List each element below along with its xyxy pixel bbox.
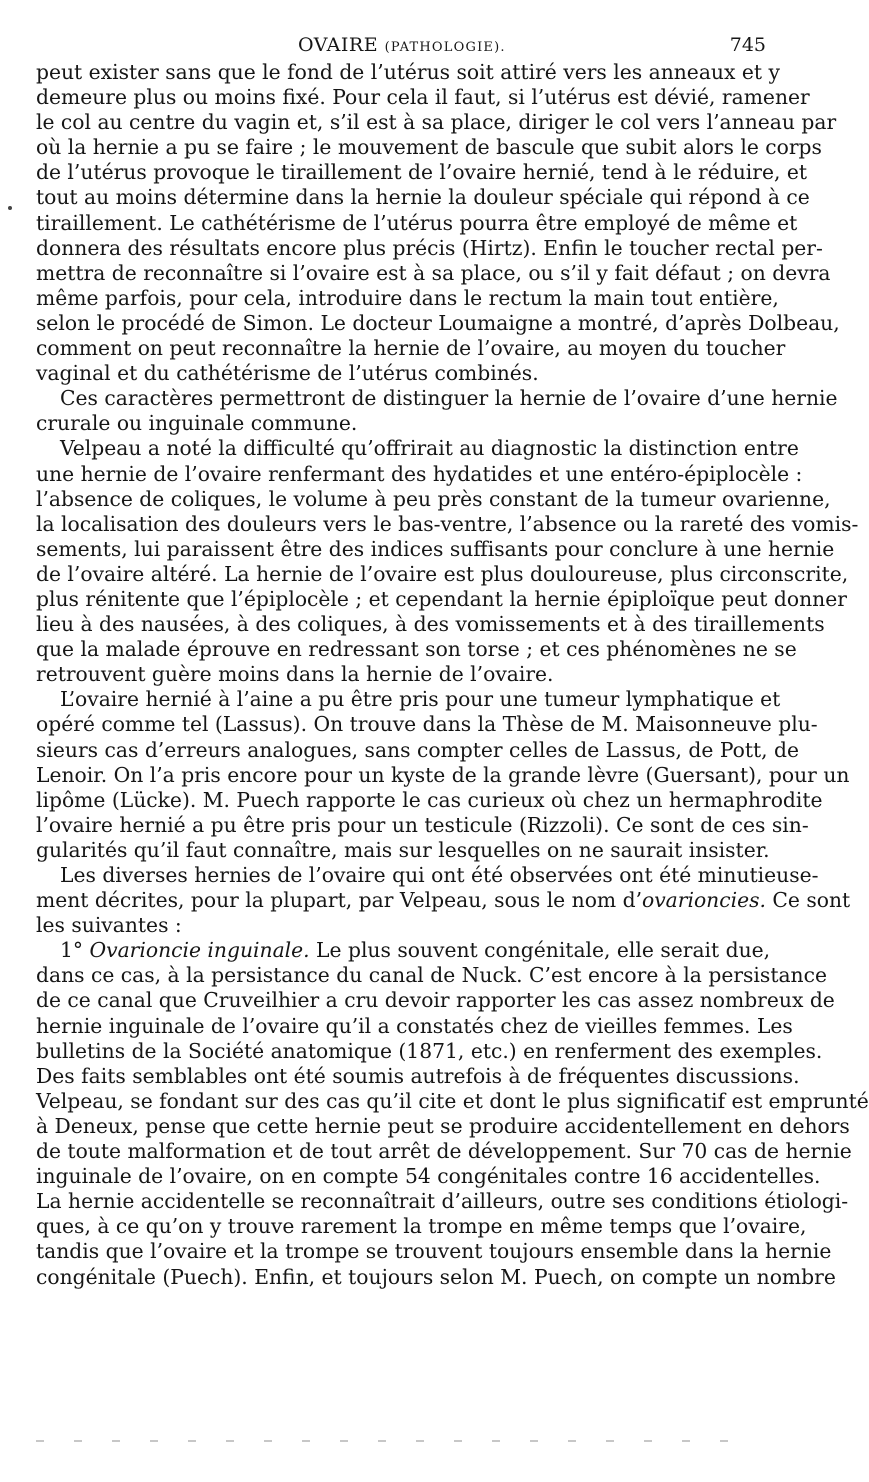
text-line xyxy=(36,1239,832,1264)
text-line xyxy=(36,837,770,863)
text-line xyxy=(36,1088,869,1114)
line-text-after: Ce sont xyxy=(765,888,851,913)
text-line xyxy=(36,135,822,160)
line-text: de l’ovaire altéré. La hernie de l’ovaire est plus douloureuse, plus circonscrite, xyxy=(36,561,849,586)
margin-speck xyxy=(8,206,12,210)
line-text: Lenoir. On l’a pris encore pour un kyste de la grande lèvre (Guersant), pour un xyxy=(36,762,850,787)
text-line xyxy=(36,310,840,336)
line-text: gularités qu’il faut connaître, mais sur lesquelles on ne saurait insister. xyxy=(36,837,770,862)
text-line xyxy=(36,110,837,135)
line-text: vaginal et du cathétérisme de l’utérus combinés. xyxy=(36,361,539,386)
line-text: peut exister sans que le fond de l’utérus soit attiré vers les anneaux et y xyxy=(36,60,780,84)
text-line xyxy=(36,863,819,888)
line-text: sieurs cas d’erreurs analogues, sans compter celles de Lassus, de Pott, de xyxy=(36,737,800,762)
line-text: donnera des résultats encore plus précis (Hirtz). Enfin le toucher rectal per- xyxy=(36,235,823,260)
line-text: opéré comme tel (Lassus). On trouve dans la Thèse de M. Maisonneuve plu- xyxy=(36,712,818,737)
text-line xyxy=(36,687,781,712)
line-text: plus rénitente que l’épiplocèle ; et cependant la hernie épiploïque peut donner xyxy=(36,586,847,611)
text-line xyxy=(36,762,850,788)
line-text: le col au centre du vagin et, s’il est à sa place, diriger le col vers l’anneau par xyxy=(36,110,837,135)
text-line xyxy=(36,988,835,1013)
line-text: Les diverses hernies de l’ovaire qui ont été observées ont été minutieuse- xyxy=(60,863,819,887)
line-text: l’ovaire hernié a pu être pris pour un testicule (Rizzoli). Ce sont de ces sin- xyxy=(36,812,809,837)
line-text: l’absence de coliques, le volume à peu près constant de la tumeur ovarienne, xyxy=(36,486,831,511)
line-text: même parfois, pour cela, introduire dans le rectum la main tout entière, xyxy=(36,285,779,310)
running-header xyxy=(0,34,800,58)
text-line xyxy=(36,536,835,562)
running-title xyxy=(298,34,506,56)
line-text: selon le procédé de Simon. Le docteur Loumaigne a montré, d’après Dolbeau, xyxy=(36,310,840,335)
text-line xyxy=(36,1038,823,1064)
text-line xyxy=(36,812,809,838)
running-title-sub: (PATHOLOGIE). xyxy=(384,40,506,55)
line-text: inguinale de l’ovaire, on en compte 54 congénitales contre 16 accidentelles. xyxy=(36,1164,821,1189)
text-line xyxy=(36,1013,793,1039)
text-line xyxy=(36,662,764,687)
line-text: tout au moins détermine dans la hernie la douleur spéciale qui répond à ce xyxy=(36,185,810,210)
text-line xyxy=(36,235,823,261)
text-line xyxy=(36,386,838,411)
line-text: congénitale (Puech). Enfin, et toujours selon M. Puech, on compte un nombre xyxy=(36,1264,836,1289)
text-line xyxy=(36,436,799,461)
text-line xyxy=(36,60,780,85)
text-line xyxy=(36,1264,836,1290)
text-line xyxy=(36,285,779,311)
line-text: comment on peut reconnaître la hernie de l’ovaire, au moyen du toucher xyxy=(36,336,786,361)
text-line xyxy=(36,486,831,512)
text-line xyxy=(36,913,764,938)
text-line xyxy=(36,511,859,537)
line-text: tiraillement. Le cathétérisme de l’utérus pourra être employé de même et xyxy=(36,210,798,235)
text-line xyxy=(36,260,831,286)
running-title-main: OVAIRE xyxy=(298,34,379,56)
text-line xyxy=(36,637,797,662)
text-line xyxy=(36,712,818,737)
line-text: à Deneux, pense que cette hernie peut se produire accidentellement en dehors xyxy=(36,1113,850,1138)
text-line xyxy=(36,185,810,210)
line-text: Ces caractères permettront de distinguer la hernie de l’ovaire d’une hernie xyxy=(60,386,838,411)
text-line xyxy=(36,787,823,813)
line-text: ques, à ce qu’on y trouve rarement la trompe en même temps que l’ovaire, xyxy=(36,1214,807,1239)
line-text: où la hernie a pu se faire ; le mouvement de bascule que subit alors le corps xyxy=(36,135,822,160)
text-line xyxy=(36,85,810,110)
scan-noise-footer xyxy=(36,1440,736,1442)
line-text: de l’utérus provoque le tiraillement de l’ovaire hernié, tend à le réduire, et xyxy=(36,160,808,185)
line-text: de ce canal que Cruveilhier a cru devoir rapporter les cas assez nombreux de xyxy=(36,988,835,1013)
line-text: L’ovaire hernié à l’aine a pu être pris pour une tumeur lymphatique et xyxy=(60,687,781,712)
line-text: une hernie de l’ovaire renfermant des hydatides et une entéro-épiplocèle : xyxy=(36,461,803,486)
line-italic: Ovarioncie inguinale. xyxy=(89,938,310,963)
text-line xyxy=(36,361,764,386)
line-text: 1° xyxy=(60,938,90,963)
line-text: ment décrites, pour la plupart, par Velpeau, sous le nom d’ xyxy=(36,888,643,913)
page-number: 745 xyxy=(729,34,766,56)
text-line xyxy=(36,737,800,763)
line-text: Velpeau, se fondant sur des cas qu’il cite et dont le plus significatif est emprunté xyxy=(36,1088,869,1113)
text-line xyxy=(36,1139,852,1164)
line-text: bulletins de la Société anatomique (1871, etc.) en renferment des exemples. xyxy=(36,1038,823,1063)
line-text: la localisation des douleurs vers le bas-ventre, l’absence ou la rareté des vomis- xyxy=(36,511,859,536)
line-text: que la malade éprouve en redressant son torse ; et ces phénomènes ne se xyxy=(36,637,797,662)
text-line xyxy=(36,411,764,436)
text-line xyxy=(36,1063,800,1089)
text-line xyxy=(36,1214,807,1239)
text-line xyxy=(36,1164,821,1189)
text-line xyxy=(36,938,771,963)
line-text: mettra de reconnaître si l’ovaire est à sa place, ou s’il y fait défaut ; on devra xyxy=(36,260,831,285)
text-line xyxy=(36,210,798,236)
text-line xyxy=(36,561,849,587)
line-text-after: Le plus souvent congénitale, elle serait due, xyxy=(309,938,771,963)
text-line xyxy=(36,586,847,612)
line-text: les suivantes : xyxy=(36,913,182,938)
line-text: retrouvent guère moins dans la hernie de l’ovaire. xyxy=(36,662,554,687)
text-line xyxy=(36,1189,849,1214)
line-text: de toute malformation et de tout arrêt de développement. Sur 70 cas de hernie xyxy=(36,1139,852,1164)
line-text: hernie inguinale de l’ovaire qu’il a constatés chez de vieilles femmes. Les xyxy=(36,1013,793,1038)
text-line xyxy=(36,461,803,487)
line-italic: ovarioncies. xyxy=(642,888,766,913)
text-line xyxy=(36,336,786,361)
line-text: lieu à des nausées, à des coliques, à des vomissements et à des tiraillements xyxy=(36,612,825,637)
line-text: tandis que l’ovaire et la trompe se trouvent toujours ensemble dans la hernie xyxy=(36,1239,832,1264)
line-text: Velpeau a noté la difficulté qu’offrirait au diagnostic la distinction entre xyxy=(60,436,799,461)
line-text: crurale ou inguinale commune. xyxy=(36,411,358,436)
line-text: dans ce cas, à la persistance du canal de Nuck. C’est encore à la persistance xyxy=(36,963,827,988)
text-line xyxy=(36,612,825,637)
line-text: La hernie accidentelle se reconnaîtrait d’ailleurs, outre ses conditions étiologi- xyxy=(36,1189,849,1214)
text-line xyxy=(36,1113,850,1139)
body-text xyxy=(36,60,869,1290)
line-text: sements, lui paraissent être des indices suffisants pour conclure à une hernie xyxy=(36,536,835,561)
line-text: lipôme (Lücke). M. Puech rapporte le cas curieux où chez un hermaphrodite xyxy=(36,787,823,812)
line-text: demeure plus ou moins fixé. Pour cela il faut, si l’utérus est dévié, ramener xyxy=(36,85,810,110)
text-line xyxy=(36,888,851,913)
text-line xyxy=(36,160,808,185)
text-line xyxy=(36,963,827,988)
line-text: Des faits semblables ont été soumis autrefois à de fréquentes discussions. xyxy=(36,1063,800,1088)
